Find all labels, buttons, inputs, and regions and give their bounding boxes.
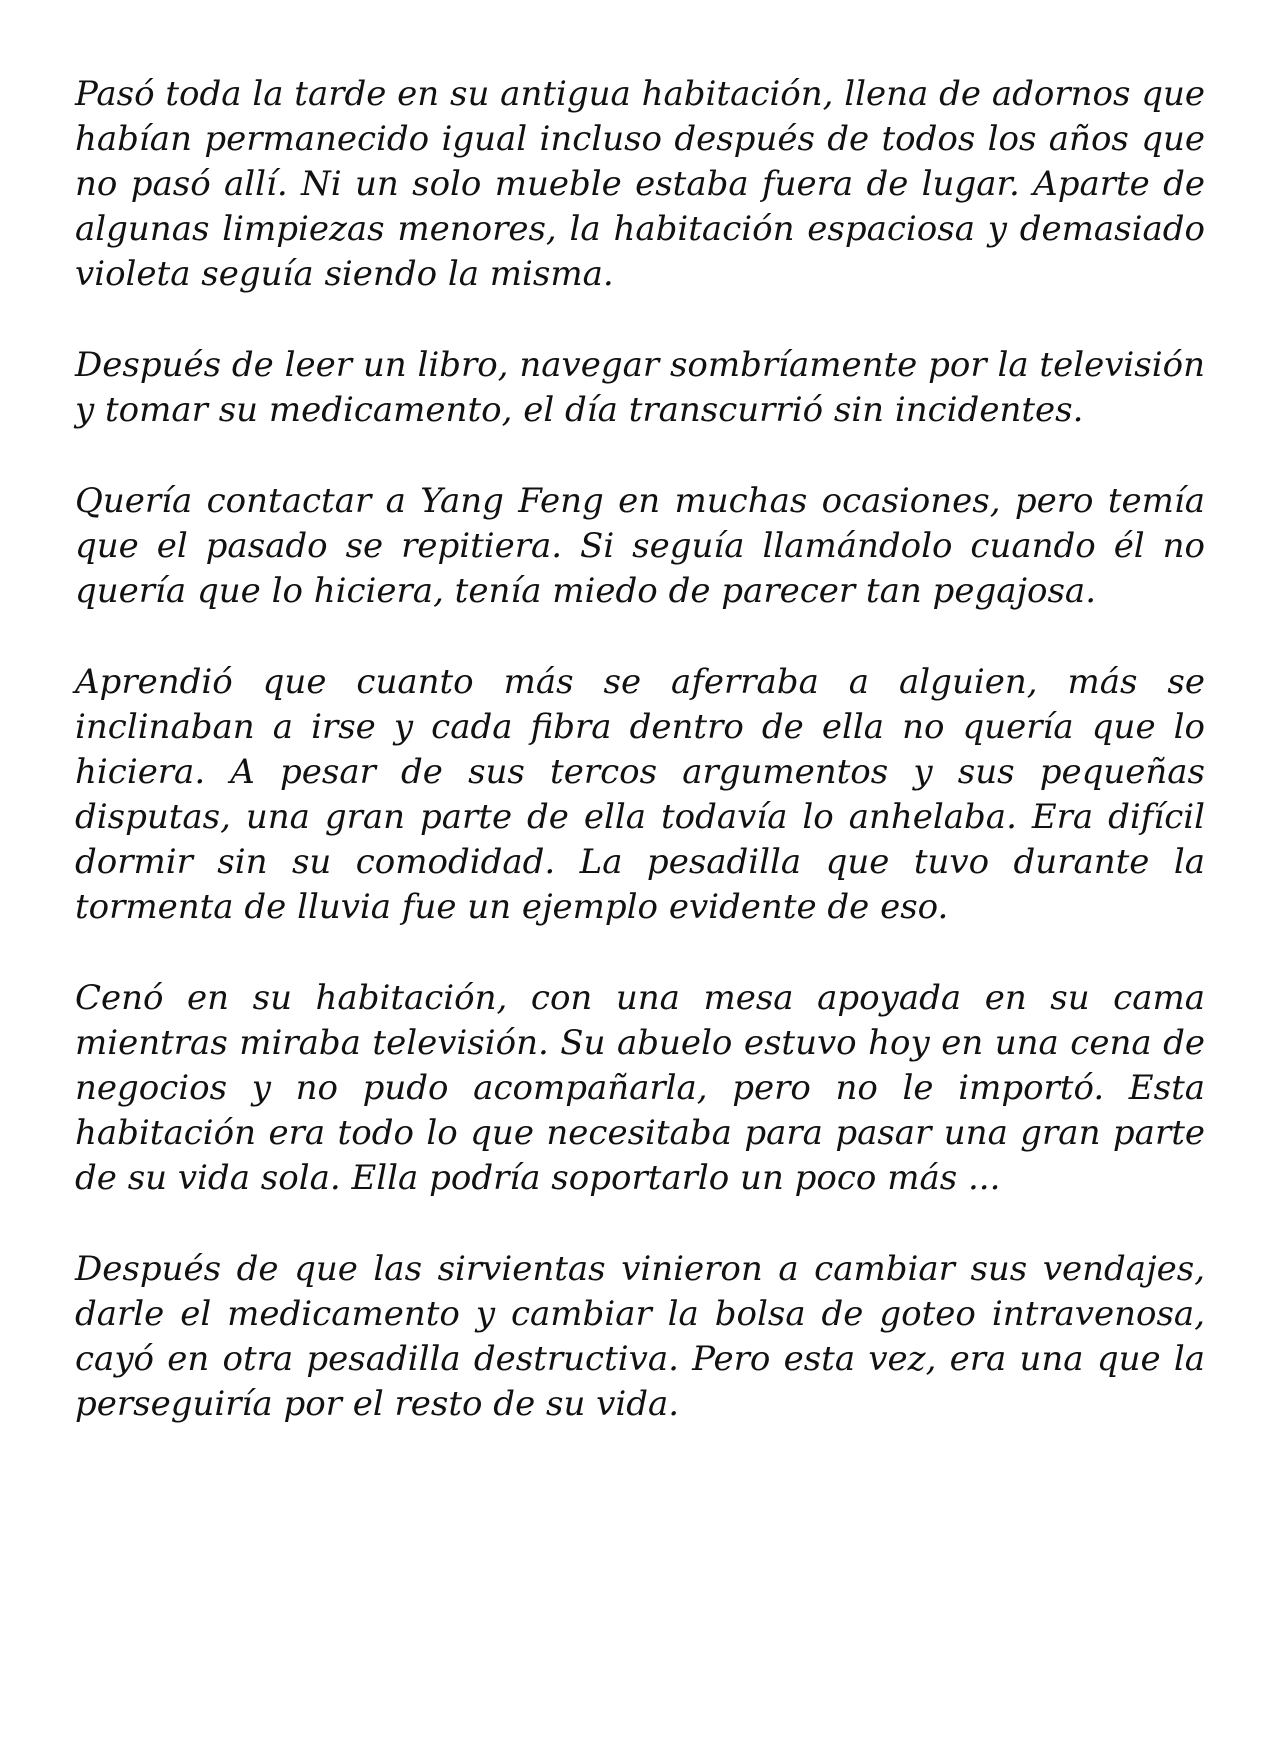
paragraph-5: Cenó en su habitación, con una mesa apoyada en su cama mientras miraba televisión. Su abuelo estuvo hoy en una cena de negocios y no pudo acompañarla, pero no le importó. Esta habitación era todo lo que necesitaba para pasar una gran parte de su vida sola. Ella podría soportarlo un poco más ...	[75, 978, 1205, 1198]
paragraph-4: Aprendió que cuanto más se aferraba a alguien, más se inclinaban a irse y cada fibra dentro de ella no quería que lo hiciera. A pesar de sus tercos argumentos y sus pequeñas disputas, una gran parte de ella todavía lo anhelaba. Era difícil dormir sin su comodidad. La pesadilla que tuvo durante la tormenta de lluvia fue un ejemplo evidente de eso.	[75, 662, 1205, 927]
paragraph-2: Después de leer un libro, navegar sombríamente por la televisión y tomar su medicamento, el día transcurrió sin incidentes.	[75, 345, 1205, 430]
paragraph-6: Después de que las sirvientas vinieron a cambiar sus vendajes, darle el medicamento y cambiar la bolsa de goteo intravenosa, cayó en otra pesadilla destructiva. Pero esta vez, era una que la perseguiría por el resto de su vida.	[75, 1249, 1205, 1424]
document-page	[75, 72, 1205, 1427]
paragraph-1: Pasó toda la tarde en su antigua habitación, llena de adornos que habían permanecido igual incluso después de todos los años que no pasó allí. Ni un solo mueble estaba fuera de lugar. Aparte de algunas limpiezas menores, la habitación espaciosa y demasiado violeta seguía siendo la misma.	[75, 74, 1205, 294]
paragraph-3: Quería contactar a Yang Feng en muchas ocasiones, pero temía que el pasado se repitiera. Si seguía llamándolo cuando él no quería que lo hiciera, tenía miedo de parecer tan pegajosa.	[75, 481, 1205, 611]
